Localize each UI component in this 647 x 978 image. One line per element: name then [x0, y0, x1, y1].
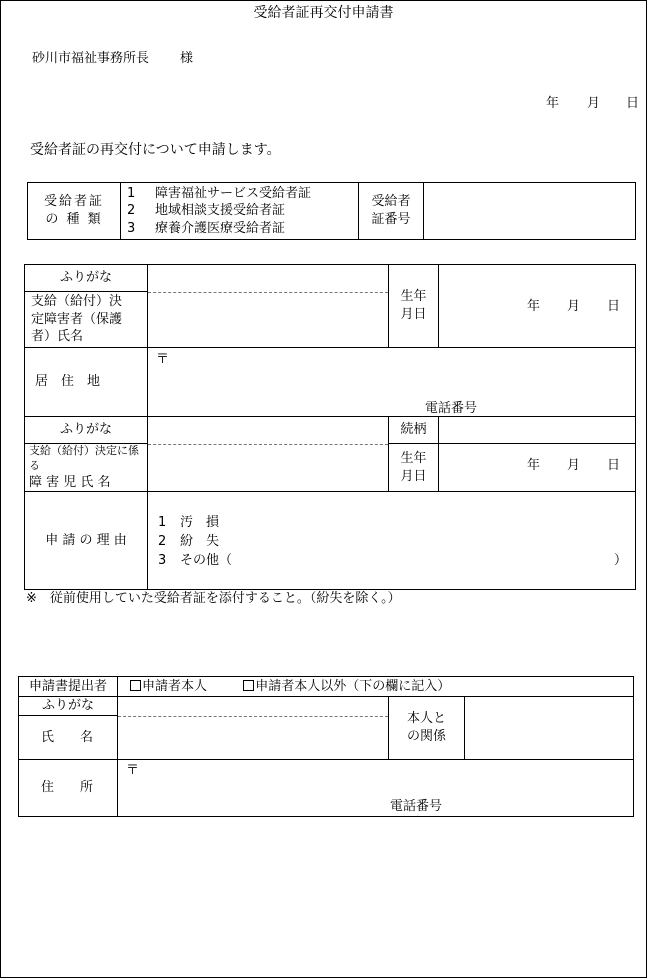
- honorific: 様: [180, 51, 194, 66]
- child-birth-month: 月: [567, 458, 581, 473]
- submitter-postal-mark: 〒: [126, 763, 140, 778]
- submitter-other-checkbox[interactable]: 申請者本人以外（下の欄に記入）: [243, 679, 450, 694]
- cert-type-table: [27, 182, 636, 240]
- reason-options: [148, 492, 636, 590]
- date-year-label: 年: [546, 96, 560, 111]
- checkbox-self[interactable]: [130, 680, 141, 691]
- applicant-table: [24, 264, 636, 590]
- reason-label: 申 請 の 理 由: [25, 492, 148, 590]
- cert-number-label: 受給者 証番号: [359, 183, 424, 240]
- submitter-table: [18, 676, 634, 817]
- applicant-address-field[interactable]: [148, 348, 636, 417]
- submitter-options: [118, 677, 634, 697]
- submitter-address-field[interactable]: [118, 760, 634, 817]
- reason-option-1[interactable]: 1 汚 損: [158, 515, 220, 531]
- applicant-phone-label: 電話番号: [425, 401, 478, 416]
- child-name-label: 支給（給付）決定に係る 障 害 児 氏 名: [25, 444, 148, 492]
- applicant-name-label: 支給（給付）決 定障害者（保護 者）氏名: [25, 292, 148, 348]
- application-statement: 受給者証の再交付について申請します。: [30, 142, 281, 158]
- date-month-label: 月: [587, 96, 601, 111]
- applicant-birth-month: 月: [567, 299, 581, 314]
- submitter-label: 申請書提出者: [19, 677, 118, 697]
- reason-option-3[interactable]: 3 その他（: [158, 553, 233, 569]
- child-furigana-label: ふりがな: [25, 417, 148, 444]
- applicant-birth-label: 生年 月日: [389, 265, 439, 348]
- reason-option-2[interactable]: 2 紛 失: [158, 534, 220, 550]
- cert-type-option-2[interactable]: 2 地域相談支援受給者証: [127, 203, 286, 219]
- cert-type-options: [121, 183, 359, 240]
- applicant-birth-year: 年: [527, 299, 541, 314]
- submitter-relation-label: 本人と の関係: [389, 697, 465, 760]
- applicant-name-field[interactable]: [148, 265, 389, 348]
- checkbox-other[interactable]: [243, 680, 254, 691]
- child-birth-year: 年: [527, 458, 541, 473]
- submitter-phone-label: 電話番号: [390, 799, 443, 814]
- date-day-label: 日: [626, 96, 640, 111]
- child-birth-label: 生年 月日: [389, 444, 439, 492]
- submitter-name-label: 氏 名: [19, 716, 118, 760]
- child-birthdate-field[interactable]: [439, 444, 636, 492]
- reason-close-paren: ）: [614, 553, 628, 569]
- cert-type-option-3[interactable]: 3 療養介護医療受給者証: [127, 220, 286, 236]
- cert-number-field[interactable]: [424, 183, 636, 240]
- child-name-field[interactable]: [148, 417, 389, 492]
- submitter-address-label: 住 所: [19, 760, 118, 817]
- submitter-name-field[interactable]: [118, 697, 389, 760]
- form-title: 受給者証再交付申請書: [253, 5, 394, 21]
- addressee: 砂川市福祉事務所長: [32, 51, 150, 66]
- submitter-furigana-label: ふりがな: [19, 697, 118, 716]
- applicant-birthdate-field[interactable]: [439, 265, 636, 348]
- attachment-note: ※ 従前使用していた受給者証を添付すること。（紛失を除く。）: [26, 591, 401, 606]
- applicant-postal-mark: 〒: [156, 352, 170, 367]
- child-birth-day: 日: [607, 458, 621, 473]
- child-relation-field[interactable]: [439, 417, 636, 444]
- submitter-relation-field[interactable]: [465, 697, 634, 760]
- child-relation-label: 続柄: [389, 417, 439, 444]
- cert-type-label: 受給者証 の 種 類: [28, 183, 121, 240]
- submitter-self-checkbox[interactable]: 申請者本人: [130, 679, 207, 694]
- applicant-furigana-label: ふりがな: [25, 265, 148, 292]
- applicant-address-label: 居 住 地: [25, 348, 148, 417]
- cert-type-option-1[interactable]: 1 障害福祉サービス受給者証: [127, 185, 312, 201]
- applicant-birth-day: 日: [607, 299, 621, 314]
